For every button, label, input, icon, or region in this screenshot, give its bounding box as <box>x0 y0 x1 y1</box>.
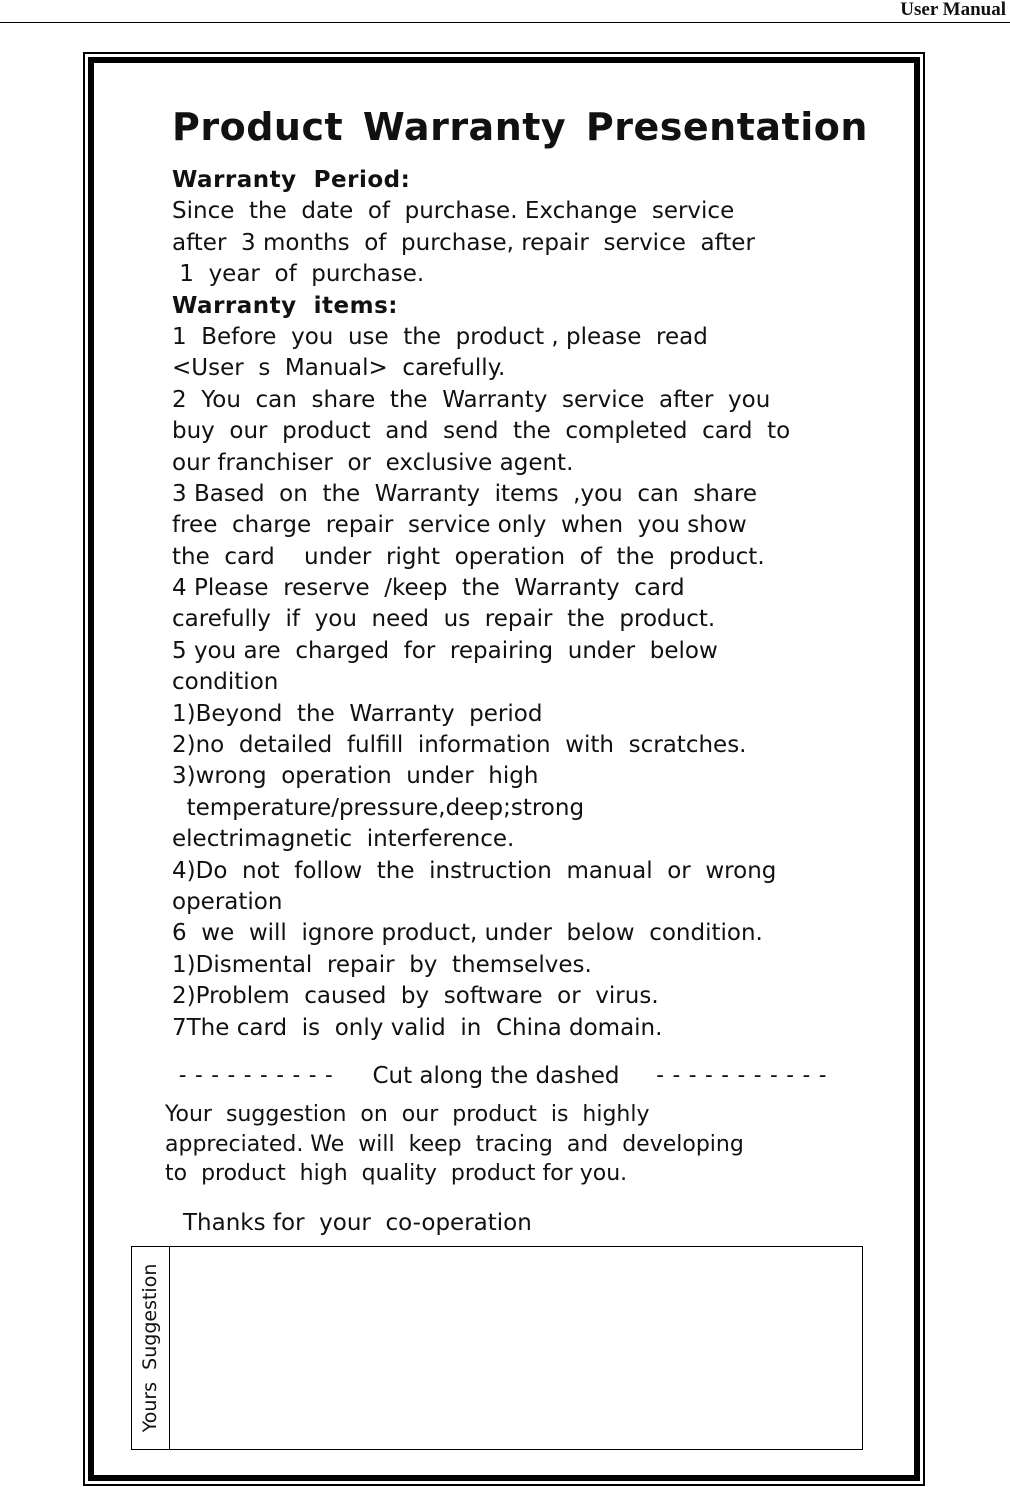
thanks-text: Thanks for your co-operation <box>183 1210 532 1236</box>
suggestion-intro-line: to product high quality product for you. <box>165 1161 628 1186</box>
section-heading: Warranty Period: <box>172 167 411 193</box>
warranty-text-line: 4 Please reserve /keep the Warranty card <box>172 575 685 602</box>
suggestion-intro-line: appreciated. We will keep tracing and developing <box>165 1131 744 1157</box>
warranty-text-line: 1)Dismental repair by themselves. <box>172 951 592 978</box>
warranty-text-line: carefully if you need us repair the product. <box>172 606 716 633</box>
warranty-text-line: 2)Problem caused by software or virus. <box>172 983 659 1010</box>
cut-along-dashed-line <box>176 1060 856 1092</box>
document-header-title: User Manual <box>900 0 1006 20</box>
suggestion-box-label-column <box>132 1247 170 1449</box>
warranty-text-line: 6 we will ignore product, under below condition. <box>172 920 763 947</box>
header-rule <box>0 22 1010 23</box>
suggestion-box <box>131 1246 863 1450</box>
warranty-text-line: 4)Do not follow the instruction manual or wrong <box>172 857 777 884</box>
warranty-text-line: our franchiser or exclusive agent. <box>172 449 574 476</box>
warranty-text-line: 5 you are charged for repairing under below <box>172 637 718 664</box>
warranty-text-line: electrimagnetic interference. <box>172 826 515 853</box>
warranty-text-line: 3 Based on the Warranty items ,you can share <box>172 480 758 507</box>
warranty-text-line: condition <box>172 669 279 696</box>
warranty-text-line: 2)no detailed fulfill information with scratches. <box>172 732 747 759</box>
cut-line-right-dashes: ----------- <box>653 1063 833 1088</box>
warranty-text-line: 1 Before you use the product , please read <box>172 323 708 350</box>
warranty-text-line: <User s Manual> carefully. <box>172 355 506 382</box>
suggestion-intro-line: Your suggestion on our product is highly <box>165 1102 650 1127</box>
warranty-text-line: 3)wrong operation under high <box>172 763 539 790</box>
suggestion-write-area[interactable] <box>170 1247 862 1449</box>
warranty-text-line: buy our product and send the completed card to <box>172 418 791 445</box>
warranty-text-line: the card under right operation of the product. <box>172 543 765 570</box>
warranty-text-body <box>172 165 872 1044</box>
warranty-text-line: operation <box>172 888 283 915</box>
suggestion-box-label: Yours Suggestion <box>139 1263 161 1433</box>
warranty-text-line: after 3 months of purchase, repair service after <box>172 229 755 256</box>
warranty-text-line: 2 You can share the Warranty service after you <box>172 386 771 413</box>
warranty-text-line: free charge repair service only when you show <box>172 512 747 539</box>
cut-line-left-dashes: ---------- <box>176 1063 339 1088</box>
warranty-text-line: 7The card is only valid in China domain. <box>172 1014 663 1041</box>
warranty-text-line: Since the date of purchase. Exchange service <box>172 198 735 225</box>
suggestion-intro <box>165 1100 865 1189</box>
warranty-text-line: 1)Beyond the Warranty period <box>172 700 543 727</box>
warranty-text-line: temperature/pressure,deep;strong <box>172 794 585 821</box>
warranty-text-line: 1 year of purchase. <box>172 261 425 288</box>
section-heading: Warranty items: <box>172 292 398 319</box>
warranty-title: Product Warranty Presentation <box>172 105 868 149</box>
cut-line-label: Cut along the dashed <box>372 1063 620 1089</box>
